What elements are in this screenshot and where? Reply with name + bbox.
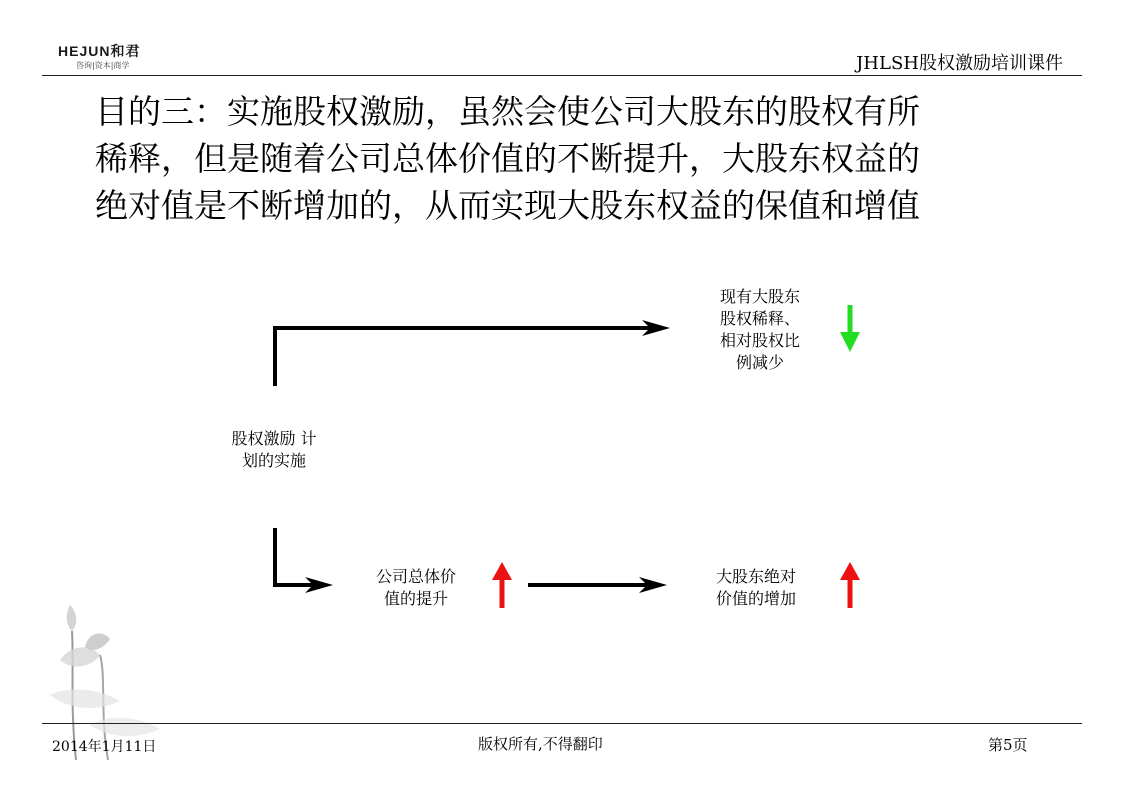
dilution-node: 现有大股东 股权稀释、 相对股权比 例减少 <box>719 287 800 372</box>
logo-subtext: 咨询|资本|商学 <box>76 61 130 70</box>
connector-to-dilution <box>275 328 655 386</box>
plan-node: 股权激励 计 划的实施 <box>231 429 317 470</box>
slide-title: 目的三：实施股权激励，虽然会使公司大股东的股权有所 稀释，但是随着公司总体价值的不断提升，大股东权益的 绝对值是不断增加的，从而实现大股东权益的保值和增值 <box>95 92 920 225</box>
course-title: JHLSH股权激励培训课件 <box>856 53 1063 74</box>
value-node: 公司总体价 值的提升 <box>375 567 456 608</box>
lotus-decoration-icon <box>30 585 180 760</box>
equity-node: 大股东绝对 价值的增加 <box>715 567 796 608</box>
footer-copyright: 版权所有,不得翻印 <box>478 735 603 753</box>
footer-divider <box>42 723 1082 724</box>
logo-text: HEJUN和君 <box>58 43 141 59</box>
up-arrow-icon <box>492 562 512 608</box>
down-arrow-icon <box>840 305 860 352</box>
footer-date: 2014年1月11日 <box>52 739 157 755</box>
connector-to-value <box>275 528 318 585</box>
up-arrow-icon <box>840 562 860 608</box>
page-number: 第5页 <box>988 736 1028 754</box>
